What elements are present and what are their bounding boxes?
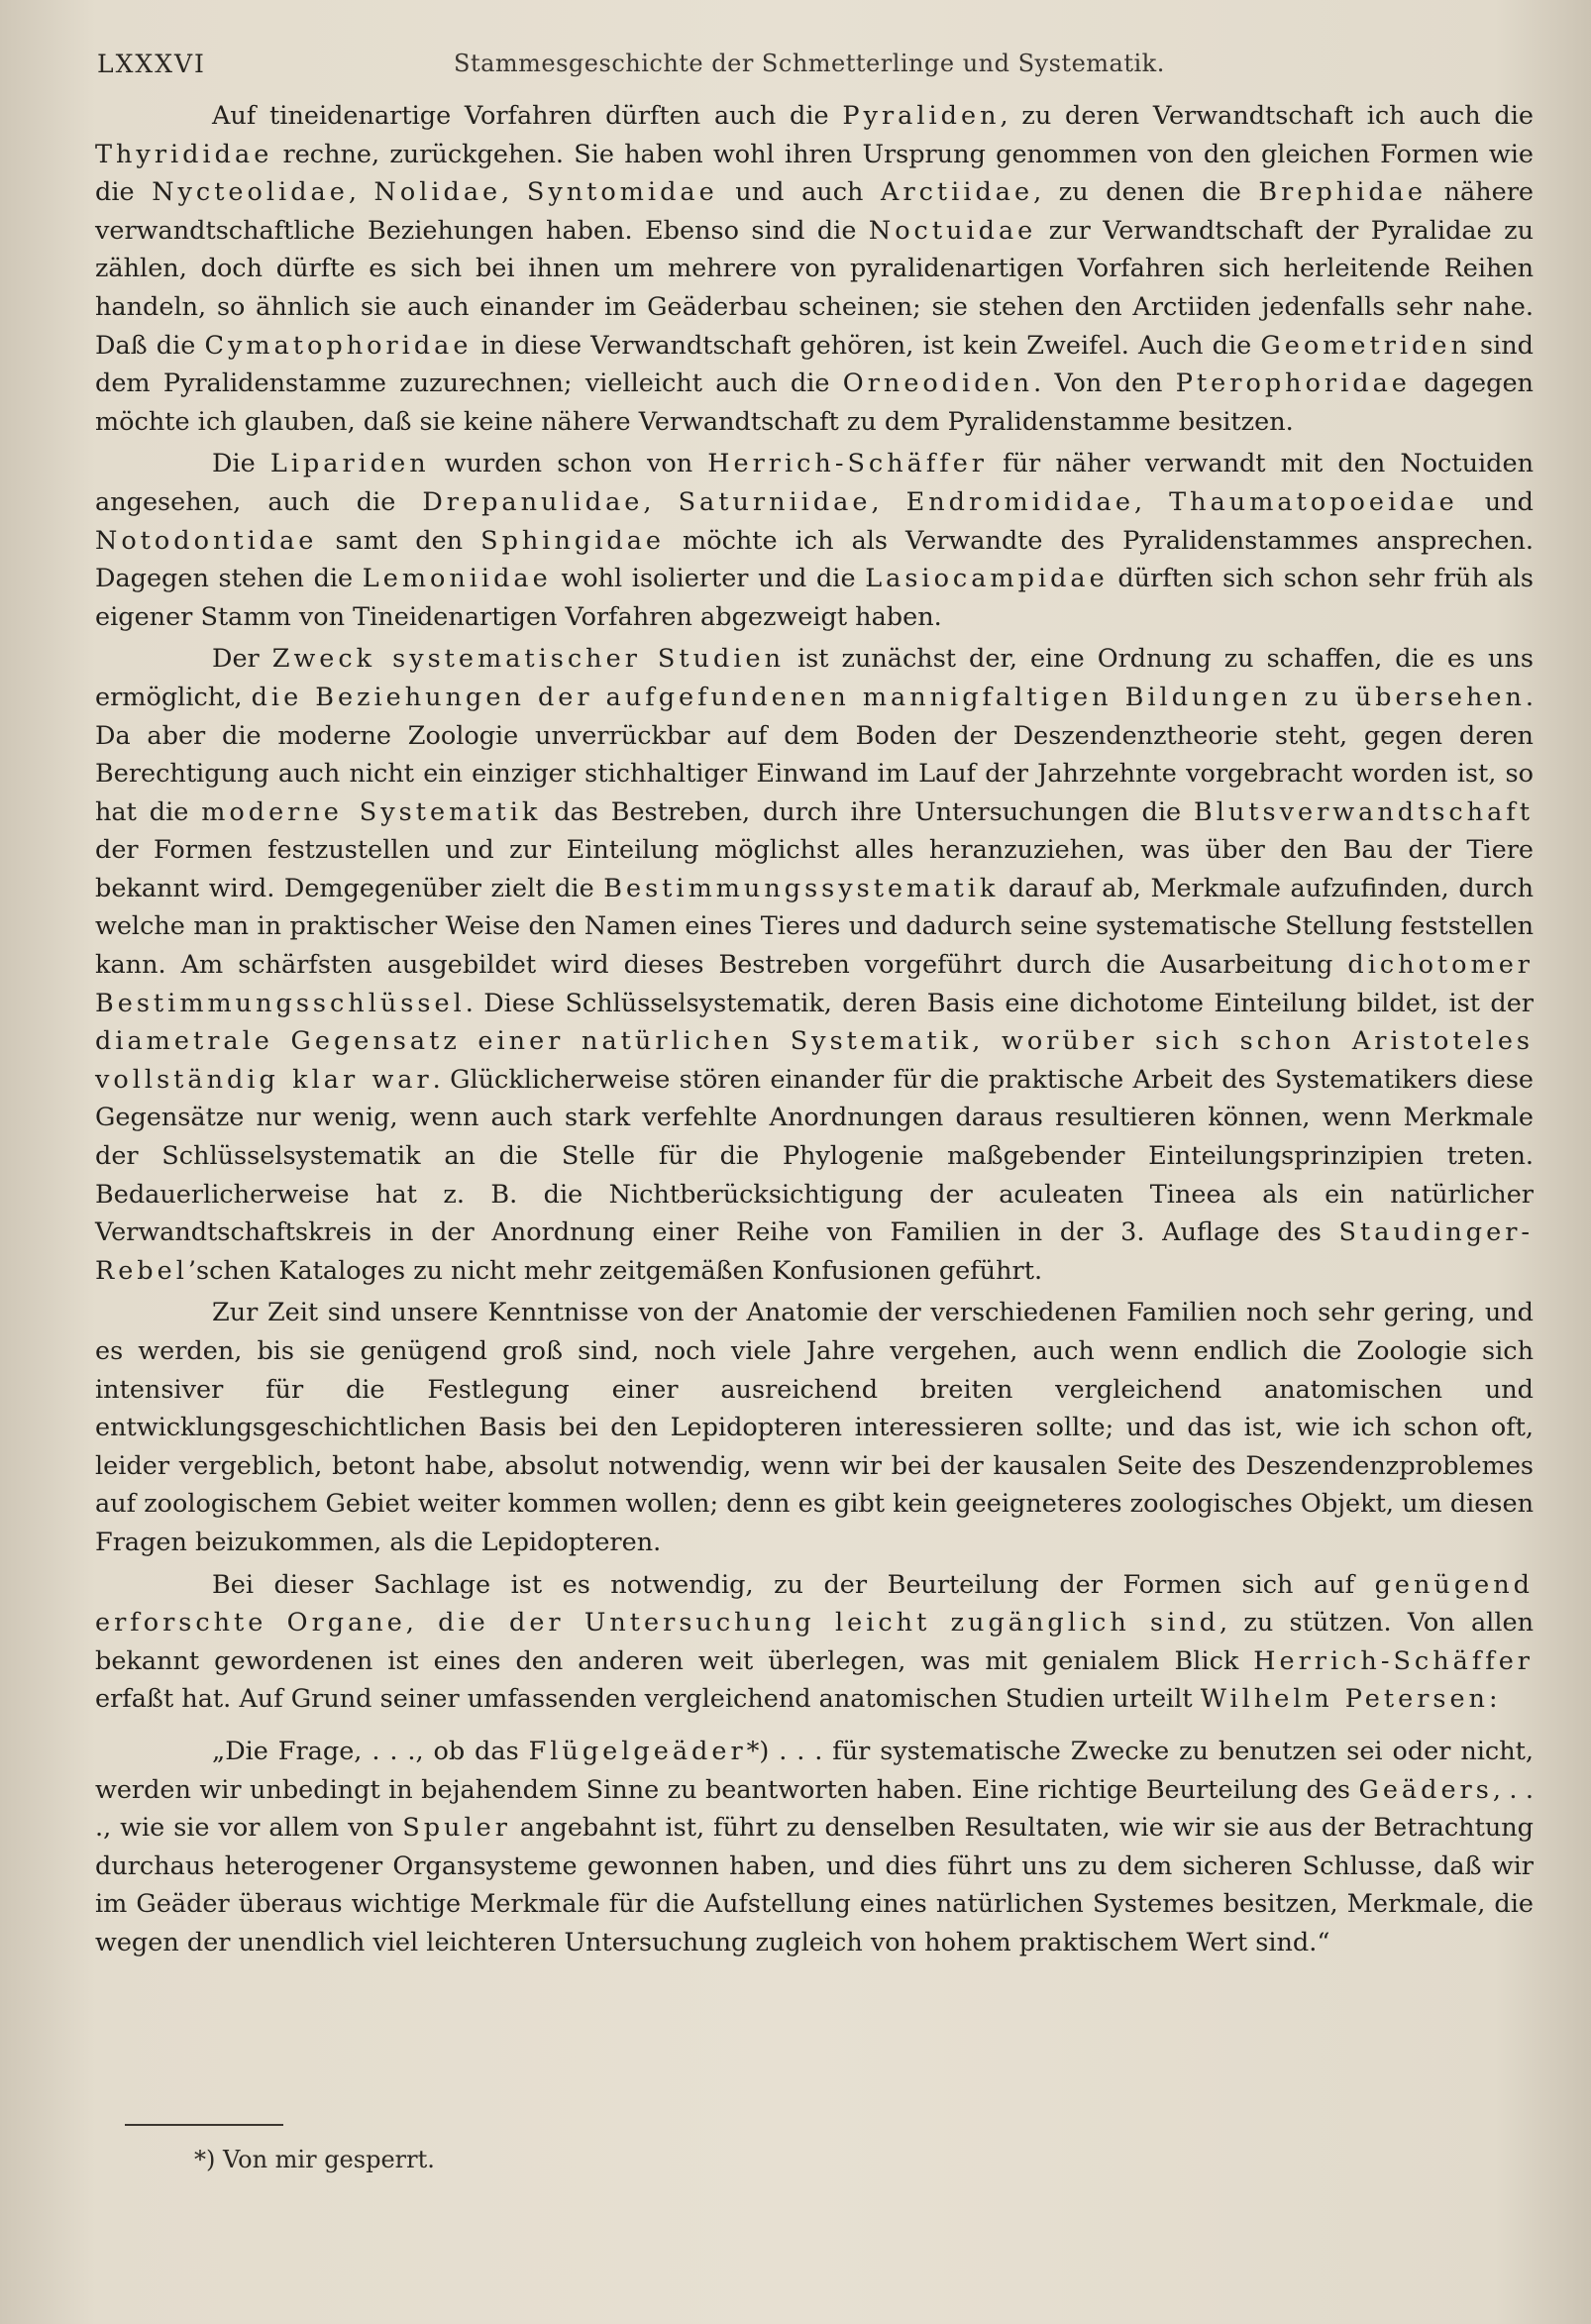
text-run: das Bestreben, durch ihre Untersuchungen die	[541, 796, 1194, 827]
page-header	[97, 44, 1524, 87]
text-run: , zu denen die	[1033, 177, 1259, 208]
text-run: ’schen Kataloges zu nicht mehr zeitgemäßen Konfusionen geführt.	[187, 1255, 1043, 1286]
text-run: Der	[212, 644, 272, 675]
spaced-term: Herrich-Schäffer	[1253, 1645, 1534, 1676]
text-run: und auch	[717, 177, 882, 208]
text-run: sind dem Pyralidenstamme zuzurechnen; vielleicht auch die	[95, 330, 1534, 399]
spaced-term: Nolidae	[373, 177, 502, 208]
text-run: erfaßt hat. Auf Grund seiner umfassenden vergleichend anatomischen Studien urteilt	[95, 1684, 1201, 1715]
spaced-term: Syntomidae	[526, 177, 718, 208]
spaced-term: Cymatophoridae	[204, 330, 473, 361]
text-run: *) . . . für systematische Zwecke zu benutzen sei oder nicht, werden wir unbedingt in bejahendem Sinne zu beantworten haben. Eine richtige Beurteilung des	[95, 1736, 1534, 1805]
text-run: angebahnt ist, führt zu denselben Resultaten, wie wir sie aus der Betrachtung durchaus heterogener Organsysteme gewonnen haben, und dies führt uns zu dem sicheren Schlusse, daß wir im Geäder überaus wichtige Merkmale für die Aufstellung eines natürlichen Systemes besitzen, Merkmale, die wegen der unendlich viel leichteren Untersuchung zugleich von hohem praktischem Wert sind.“	[95, 1813, 1534, 1957]
text-run: dürften sich schon sehr früh als eigener Stamm von Tineidenartigen Vorfahren abgezweigt haben.	[95, 564, 1534, 632]
spaced-term: moderne Systematik	[201, 796, 542, 827]
footnote: *) Von mir gesperrt.	[194, 2146, 435, 2173]
text-run: wohl isolierter und die	[551, 564, 866, 594]
spaced-term: Zweck systematischer Studien	[271, 644, 786, 675]
text-run: , . . ., wie sie vor allem von	[95, 1774, 1534, 1844]
spaced-term: Pterophoridae	[1175, 369, 1411, 399]
spaced-term: Arctiidae	[881, 177, 1034, 208]
spaced-term: Orneodiden	[842, 369, 1034, 399]
spaced-term: Staudinger-Rebel	[95, 1217, 1534, 1286]
spaced-term: die Beziehungen der aufgefundenen mannigfaltigen Bildungen zu übersehen	[251, 682, 1526, 712]
footnote-divider	[125, 2124, 283, 2126]
spaced-term: Blutsverwandtschaft	[1193, 796, 1534, 827]
text-run: , zu deren Verwandtschaft ich auch die	[1000, 101, 1534, 131]
spaced-term: Thaumatopoeidae	[1169, 486, 1458, 517]
spaced-term: Lipariden	[269, 449, 430, 479]
text-run: darauf ab, Merkmale aufzufinden, durch welche man in praktischer Weise den Namen eines Tieres und dadurch seine systematische Stellung feststellen kann. Am schärfsten ausgebildet wird dieses Bestreben vorgeführt durch die Ausarbeitung	[95, 873, 1534, 981]
text-run: und	[1457, 486, 1534, 517]
running-title: Stammesgeschichte der Schmetterlinge und Systematik.	[454, 50, 1165, 77]
spaced-term: Lasiocampidae	[865, 564, 1109, 594]
spaced-term: Saturniidae	[678, 486, 872, 517]
text-run: . Glücklicherweise stören einander für die praktische Arbeit des Systematikers diese Gegensätze nur wenig, wenn auch stark verfehlte Anordnungen daraus resultieren können, wenn Merkmale der Schlüsselsystematik an die Stelle für die Phylogenie maßgebender Einteilungsprinzipien treten. Bedauerlicherweise hat z. B. die Nichtberücksichtigung der aculeaten Tineea als ein natürlicher Verwandtschaftskreis in der Anordnung einer Reihe von Familien in der 3. Auflage des	[95, 1064, 1535, 1248]
body-text	[95, 97, 1534, 1966]
spaced-term: Geäders	[1358, 1774, 1493, 1805]
paragraph	[95, 1566, 1534, 1719]
paragraph	[95, 97, 1534, 441]
spaced-term: Spuler	[402, 1813, 511, 1844]
text-run: , zu stützen. Von allen bekannt gewordenen ist eines den anderen weit überlegen, was mit genialem Blick	[95, 1608, 1534, 1676]
quotation-paragraph	[95, 1733, 1534, 1962]
paragraph	[95, 445, 1534, 636]
text-run: ,	[501, 177, 527, 208]
spaced-term: Pyraliden	[842, 101, 1001, 131]
text-run: :	[1488, 1684, 1498, 1715]
text-run: rechne, zurückgehen. Sie haben wohl ihren Ursprung genommen von den gleichen Formen wie die	[95, 139, 1534, 208]
spaced-term: Bestimmungssystematik	[603, 873, 1000, 903]
spaced-term: Herrich-Schäffer	[707, 449, 988, 479]
text-run: nähere verwandtschaftliche Beziehungen haben. Ebenso sind die	[95, 177, 1534, 246]
spaced-term: Notodontidae	[95, 525, 318, 556]
spaced-term: Wilhelm Petersen	[1200, 1684, 1489, 1715]
spaced-term: Brephidae	[1258, 177, 1427, 208]
text-run: ,	[643, 486, 679, 517]
spaced-term: Sphingidae	[480, 525, 665, 556]
text-run: für näher verwandt mit den Noctuiden angesehen, auch die	[95, 449, 1535, 517]
spaced-term: Nycteolidae	[152, 177, 349, 208]
page-number: LXXXVI	[97, 50, 206, 78]
spaced-term: Endromididae	[905, 486, 1134, 517]
text-run: Bei dieser Sachlage ist es notwendig, zu der Beurteilung der Formen sich auf	[212, 1569, 1375, 1600]
text-run: wurden schon von	[429, 449, 708, 479]
spaced-term: Noctuidae	[868, 215, 1037, 246]
text-run: Auf tineidenartige Vorfahren dürften auch die	[212, 101, 843, 131]
spaced-term: Geometriden	[1260, 330, 1471, 361]
text-run: zur Verwandtschaft der Pyralidae zu zählen, doch dürfte es sich bei ihnen um mehrere von pyralidenartigen Vorfahren sich herleitende Reihen handeln, so ähnlich sie auch einander im Geäderbau scheinen; sie stehen den Arctiiden jedenfalls sehr nahe. Daß die	[95, 215, 1535, 361]
text-run: „Die Frage, . . ., ob das	[212, 1736, 529, 1766]
text-run: . Da aber die moderne Zoologie unverrückbar auf dem Boden der Deszendenztheorie steht, gegen deren Berechtigung auch nicht ein einziger stichhaltiger Einwand im Lauf der Jahrzehnte vorgebracht worden ist, so hat die	[95, 682, 1534, 827]
text-run: möchte ich als Verwandte des Pyralidenstammes ansprechen. Dagegen stehen die	[95, 525, 1534, 594]
text-run: ,	[871, 486, 906, 517]
spaced-term: diametrale Gegensatz einer natürlichen Systematik, worüber sich schon Aristoteles vollständig klar war	[95, 1026, 1534, 1095]
text-run: . Diese Schlüsselsystematik, deren Basis eine dichotome Einteilung bildet, ist der	[465, 988, 1534, 1018]
text-run: ,	[348, 177, 374, 208]
spaced-term: Flügelgeäder	[528, 1736, 747, 1766]
spaced-term: Lemoniidae	[362, 564, 552, 594]
text-run: ist zunächst der, eine Ordnung zu schaffen, die es uns ermöglicht,	[95, 644, 1534, 712]
text-run: Zur Zeit sind unsere Kenntnisse von der Anatomie der verschiedenen Familien noch sehr gering, und es werden, bis sie genügend groß sind, noch viele Jahre vergehen, auch wenn endlich die Zoologie sich intensiver für die Festlegung einer ausreichend breiten vergleichend anatomischen und entwicklungsgeschichtlichen Basis bei den Lepidopteren interessieren sollte; und das ist, wie ich schon oft, leider vergeblich, betont habe, absolut notwendig, wenn wir bei der kausalen Seite des Deszendenzproblemes auf zoologischem Gebiet weiter kommen wollen; denn es gibt kein geeigneteres zoologisches Objekt, um diesen Fragen beizukommen, als die Lepidopteren.	[95, 1298, 1534, 1557]
text-run: Die	[212, 449, 270, 479]
spaced-term: Thyrididae	[95, 139, 273, 169]
spaced-term: genügend erforschte Organe, die der Untersuchung leicht zugänglich sind	[95, 1569, 1534, 1638]
paragraph	[95, 1294, 1534, 1561]
text-run: in diese Verwandtschaft gehören, ist kein Zweifel. Auch die	[472, 330, 1261, 361]
spaced-term: dichotomer Bestimmungsschlüssel	[95, 950, 1534, 1018]
text-run: ,	[1133, 486, 1170, 517]
paragraph	[95, 640, 1534, 1290]
text-run: samt den	[317, 525, 481, 556]
text-run: . Von den	[1033, 369, 1176, 399]
spaced-term: Drepanulidae	[422, 486, 644, 517]
text-run: der Formen festzustellen und zur Einteilung möglichst alles heranzuziehen, was über den Bau der Tiere bekannt wird. Demgegenüber zielt die	[95, 835, 1534, 903]
text-run: dagegen möchte ich glauben, daß sie keine nähere Verwandtschaft zu dem Pyralidenstamme besitzen.	[95, 369, 1534, 437]
